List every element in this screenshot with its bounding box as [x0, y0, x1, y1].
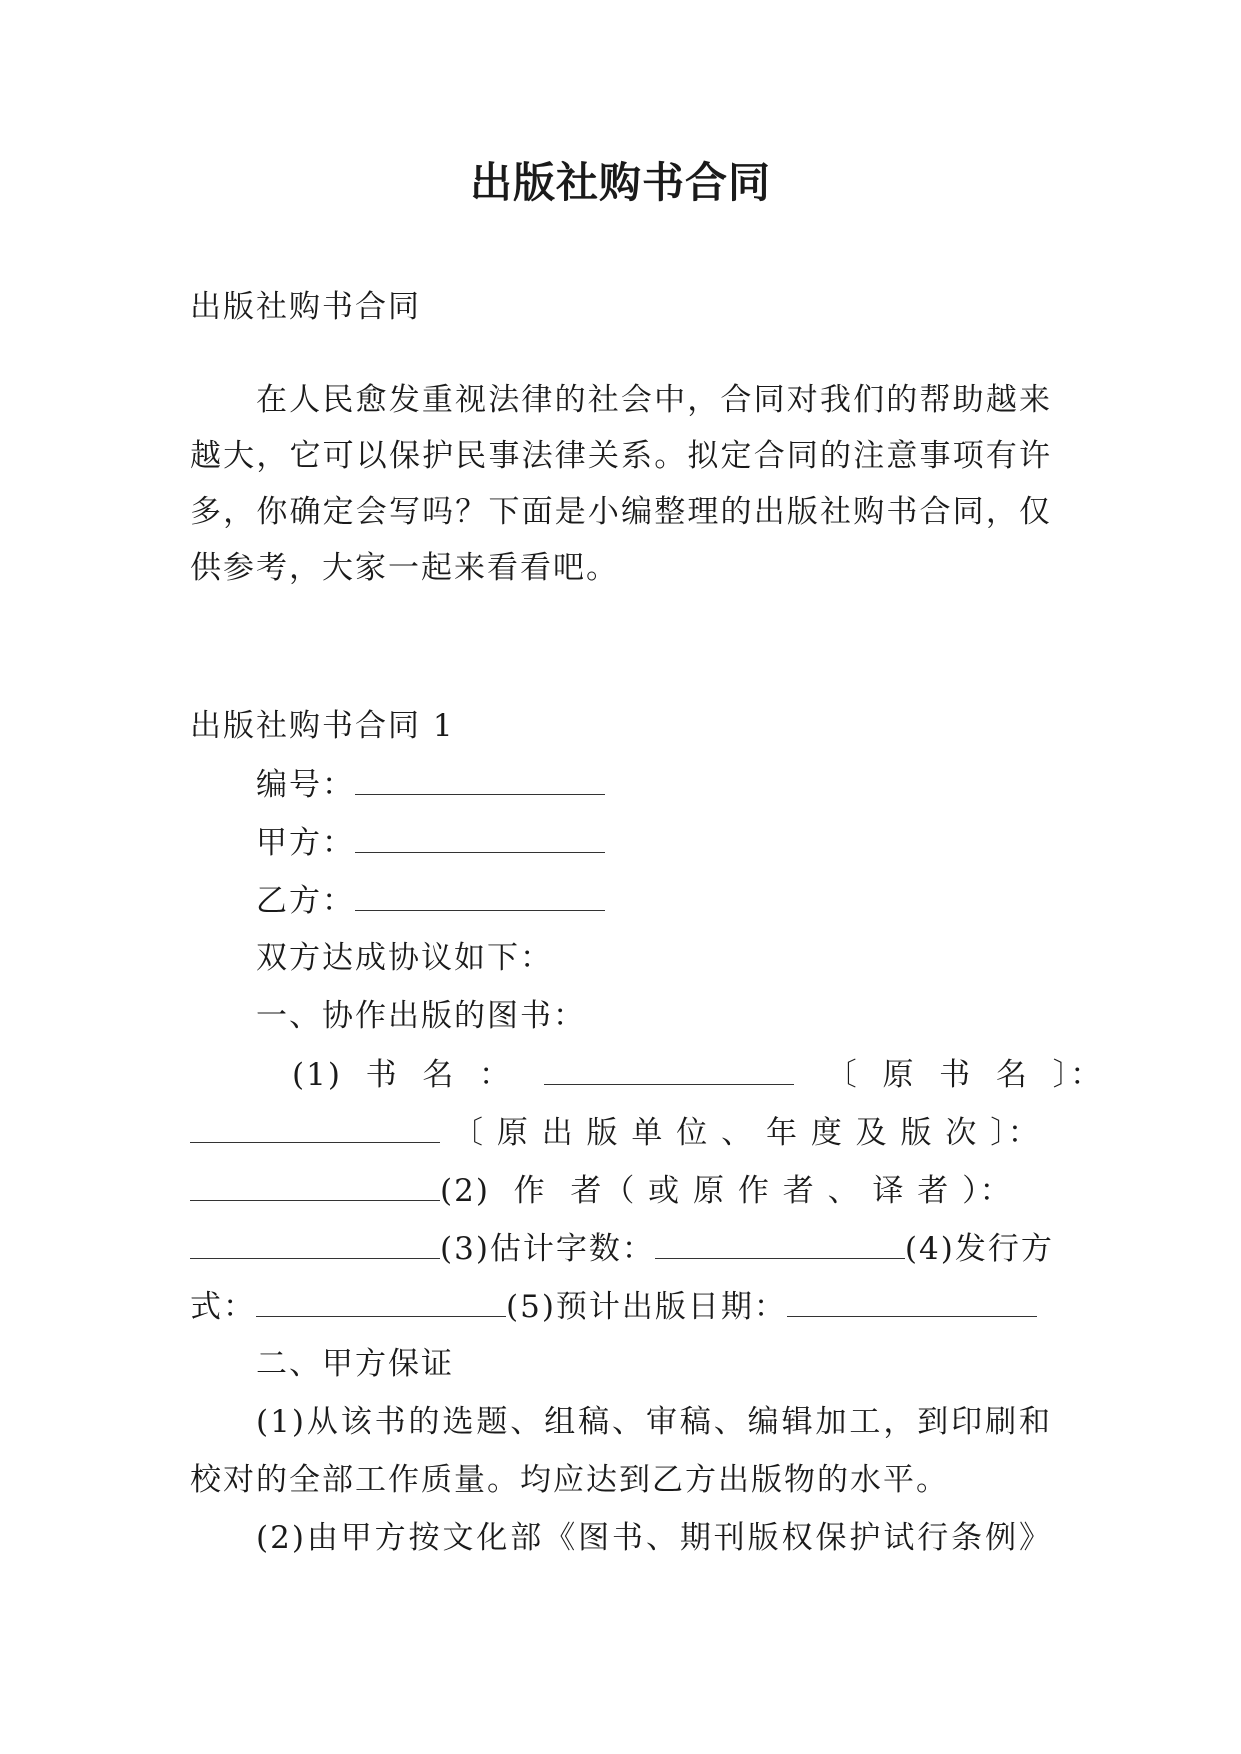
intro-line-2: 越大，它可以保护民事法律关系。拟定合同的注意事项有许 [190, 438, 1052, 474]
distribution-blank [256, 1286, 506, 1317]
document-title: 出版社购书合同 [469, 158, 771, 207]
author-blank [190, 1228, 440, 1259]
number-label: 编号： [256, 767, 355, 803]
clause-1-line-3 [190, 1170, 1052, 1211]
party-a-label: 甲方： [256, 825, 355, 861]
party-b-label: 乙方： [256, 883, 355, 919]
clause-2-p1-line-1: (1)从该书的选题、组稿、审稿、编辑加工，到印刷和 [256, 1404, 1052, 1440]
word-count-blank [655, 1228, 905, 1259]
clause-1-line-2 [190, 1112, 1052, 1153]
distribution-label: (4)发行方 [904, 1231, 1054, 1267]
publish-date-label: (5)预计出版日期： [506, 1289, 787, 1325]
distribution-label-cont: 式： [190, 1289, 256, 1325]
publisher-info-label: 〔 原 出 版 单 位 、 年 度 及 版 次 〕： [452, 1115, 1041, 1151]
clause-1-line-4 [190, 1228, 1052, 1269]
publisher-info-blank [190, 1170, 440, 1201]
original-title-label: 〔 原 书 名 〕： [825, 1057, 1104, 1093]
clause-1-line-1 [292, 1054, 1104, 1095]
book-title-label: (1) 书 名 ： [292, 1057, 513, 1093]
word-count-label: (3)估计字数： [440, 1231, 655, 1267]
intro-line-1: 在人民愈发重视法律的社会中，合同对我们的帮助越来 [256, 382, 1052, 418]
party-a-blank [355, 822, 605, 853]
publish-date-blank [787, 1286, 1037, 1317]
clause-1-line-5 [190, 1286, 1052, 1327]
clause-2-heading: 二、甲方保证 [256, 1346, 454, 1382]
number-field [256, 764, 1052, 805]
clause-2-p1-line-2: 校对的全部工作质量。均应达到乙方出版物的水平。 [190, 1462, 949, 1498]
number-blank [355, 764, 605, 795]
section-heading: 出版社购书合同 1 [190, 708, 455, 744]
original-title-blank [190, 1112, 440, 1143]
party-b-blank [355, 880, 605, 911]
agreement-line: 双方达成协议如下： [256, 940, 553, 976]
party-b-field [256, 880, 1052, 921]
author-label: (2) 作 者（ 或 原 作 者 、 译 者 ）： [440, 1173, 1013, 1209]
party-a-field [256, 822, 1052, 863]
clause-1-heading: 一、协作出版的图书： [256, 998, 586, 1034]
intro-line-4: 供参考，大家一起来看看吧。 [190, 550, 619, 586]
intro-line-3: 多，你确定会写吗？下面是小编整理的出版社购书合同，仅 [190, 494, 1052, 530]
document-subtitle: 出版社购书合同 [190, 289, 421, 325]
book-title-blank [544, 1054, 794, 1085]
clause-2-p2-line-1: (2)由甲方按文化部《图书、期刊版权保护试行条例》 [256, 1520, 1052, 1556]
